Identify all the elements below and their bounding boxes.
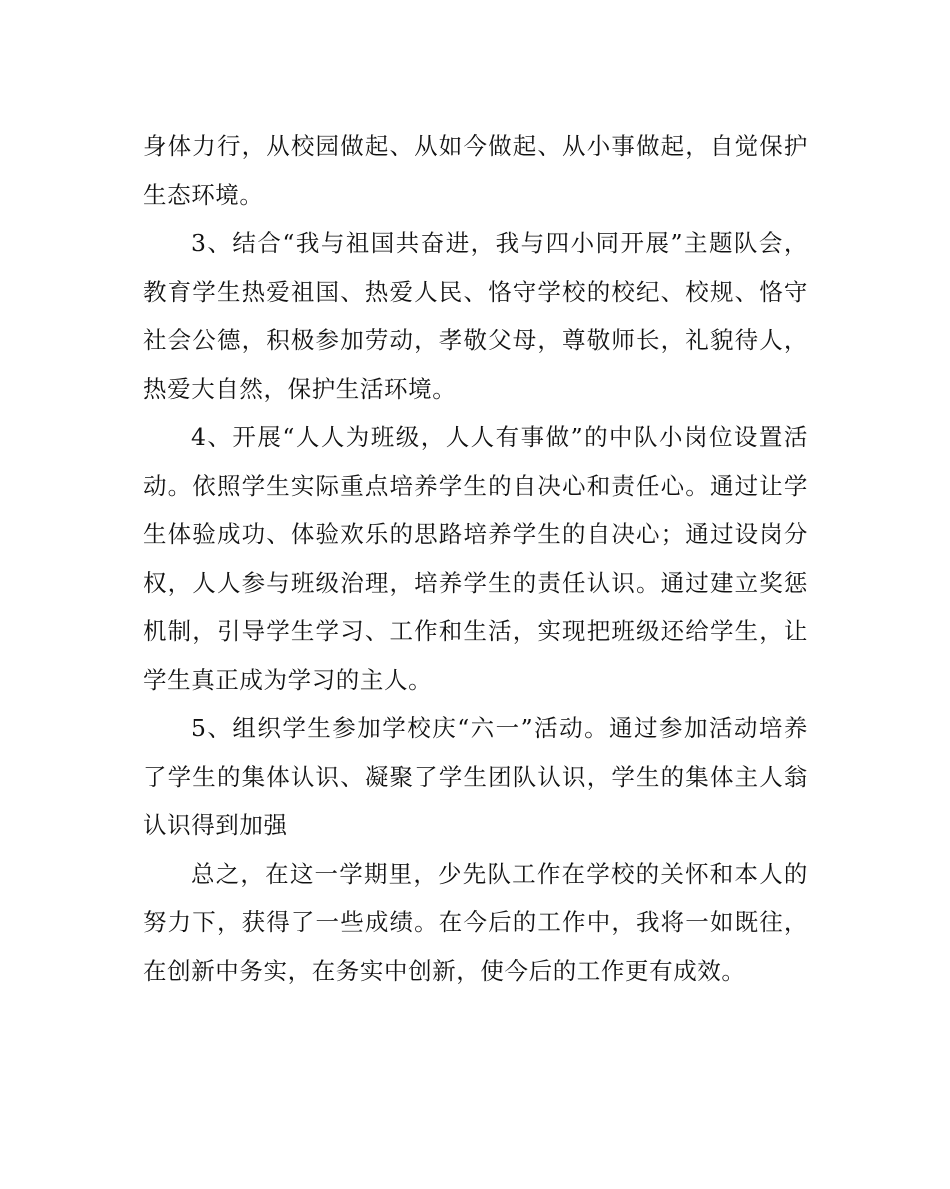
paragraph-item-5: 5、组织学生参加学校庆“六一”活动。通过参加活动培养了学生的集体认识、凝聚了学生团队认识，学生的集体主人翁认识得到加强 [143,714,808,839]
paragraph-item-3: 3、结合“我与祖国共奋进，我与四小同开展”主题队会，教育学生热爱祖国、热爱人民、恪守学校的校纪、校规、恪守社会公德，积极参加劳动，孝敬父母，尊敬师长，礼貌待人，热爱大自然，保护生活环境。 [143,229,808,403]
paragraph-1: 身体力行，从校园做起、从如今做起、从小事做起，自觉保护生态环境。 [143,132,808,209]
paragraph-item-4: 4、开展“人人为班级，人人有事做”的中队小岗位设置活动。依照学生实际重点培养学生的自决心和责任心。通过让学生体验成功、体验欢乐的思路培养学生的自决心；通过设岗分权，人人参与班级治理，培养学生的责任认识。通过建立奖惩机制，引导学生学习、工作和生活，实现把班级还给学生，让学生真正成为学习的主人。 [143,423,808,694]
paragraph-summary: 总之，在这一学期里，少先队工作在学校的关怀和本人的努力下，获得了一些成绩。在今后的工作中，我将一如既往，在创新中务实，在务实中创新，使今后的工作更有成效。 [143,859,808,985]
document-body [143,122,808,995]
